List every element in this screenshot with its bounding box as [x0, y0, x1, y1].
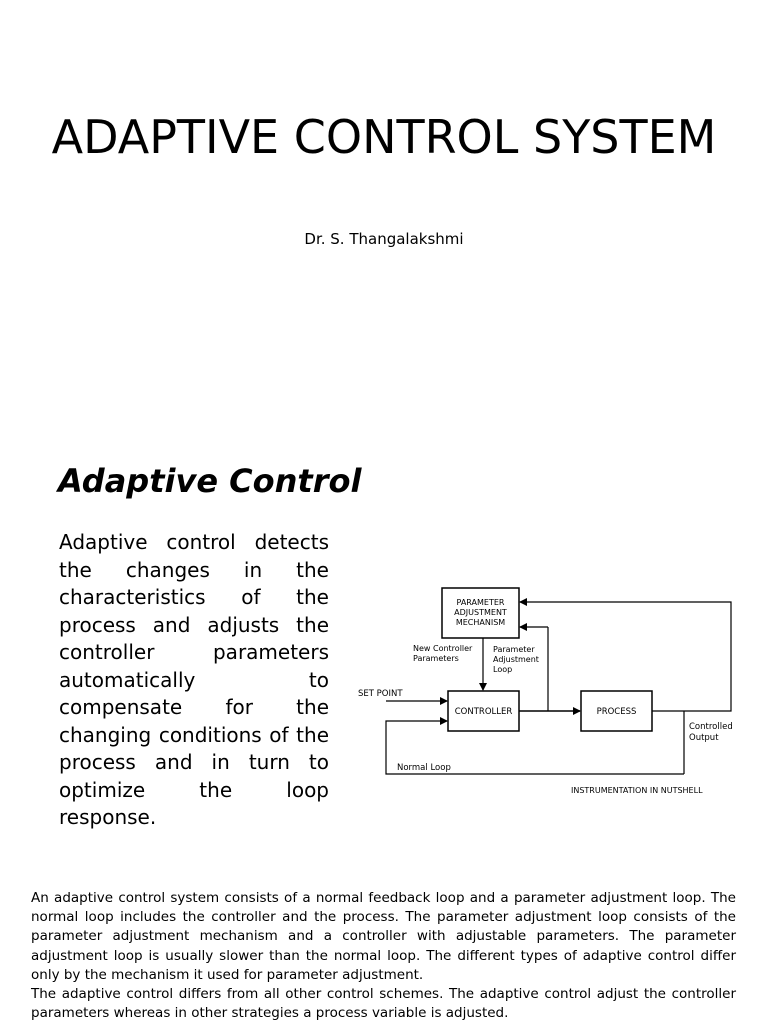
output-line-2: Output	[689, 733, 719, 743]
explanation-text	[31, 889, 736, 1023]
diagram-source: INSTRUMENTATION IN NUTSHELL	[571, 786, 703, 795]
pam-line-1: PARAMETER	[456, 598, 505, 607]
set-point-label: SET POINT	[358, 689, 403, 699]
pam-line-3: MECHANISM	[455, 618, 506, 627]
new-params-line-2: Parameters	[413, 654, 459, 663]
process-label: PROCESS	[596, 707, 637, 717]
slide-title: ADAPTIVE CONTROL SYSTEM	[51, 110, 717, 164]
definition-paragraph: Adaptive control detects the changes in the characteristics of the process and adjusts the controller parameters automatically to compensate for the changing conditions of the process and in turn to optimize the loop response.	[59, 530, 329, 829]
controller-label: CONTROLLER	[454, 707, 513, 717]
pam-line-2: ADJUSTMENT	[454, 608, 507, 617]
adj-loop-line-3: Loop	[493, 665, 513, 674]
explanation-paragraph-1: An adaptive control system consists of a normal feedback loop and a parameter adjustment loop. The normal loop includes the controller and the process. The parameter adjustment loop consists of the parameter adjustment mechanism and a controller with adjustable parameters. The parameter adjustment loop is usually slower than the normal loop. The different types of adaptive control differ only by the mechanism it used for parameter adjustment.	[31, 890, 736, 983]
section-heading: Adaptive Control	[58, 462, 362, 500]
author-name: Dr. S. Thangalakshmi	[304, 230, 464, 248]
output-line-1: Controlled	[689, 722, 733, 732]
adaptive-control-diagram	[350, 580, 750, 805]
explanation-paragraph-2: The adaptive control differs from all other control schemes. The adaptive control adjust the controller parameters whereas in other strategies a process variable is adjusted.	[31, 986, 736, 1022]
new-params-line-1: New Controller	[413, 644, 473, 653]
adj-loop-line-2: Adjustment	[493, 655, 539, 664]
normal-loop-label: Normal Loop	[397, 763, 451, 773]
adj-loop-line-1: Parameter	[493, 645, 535, 654]
